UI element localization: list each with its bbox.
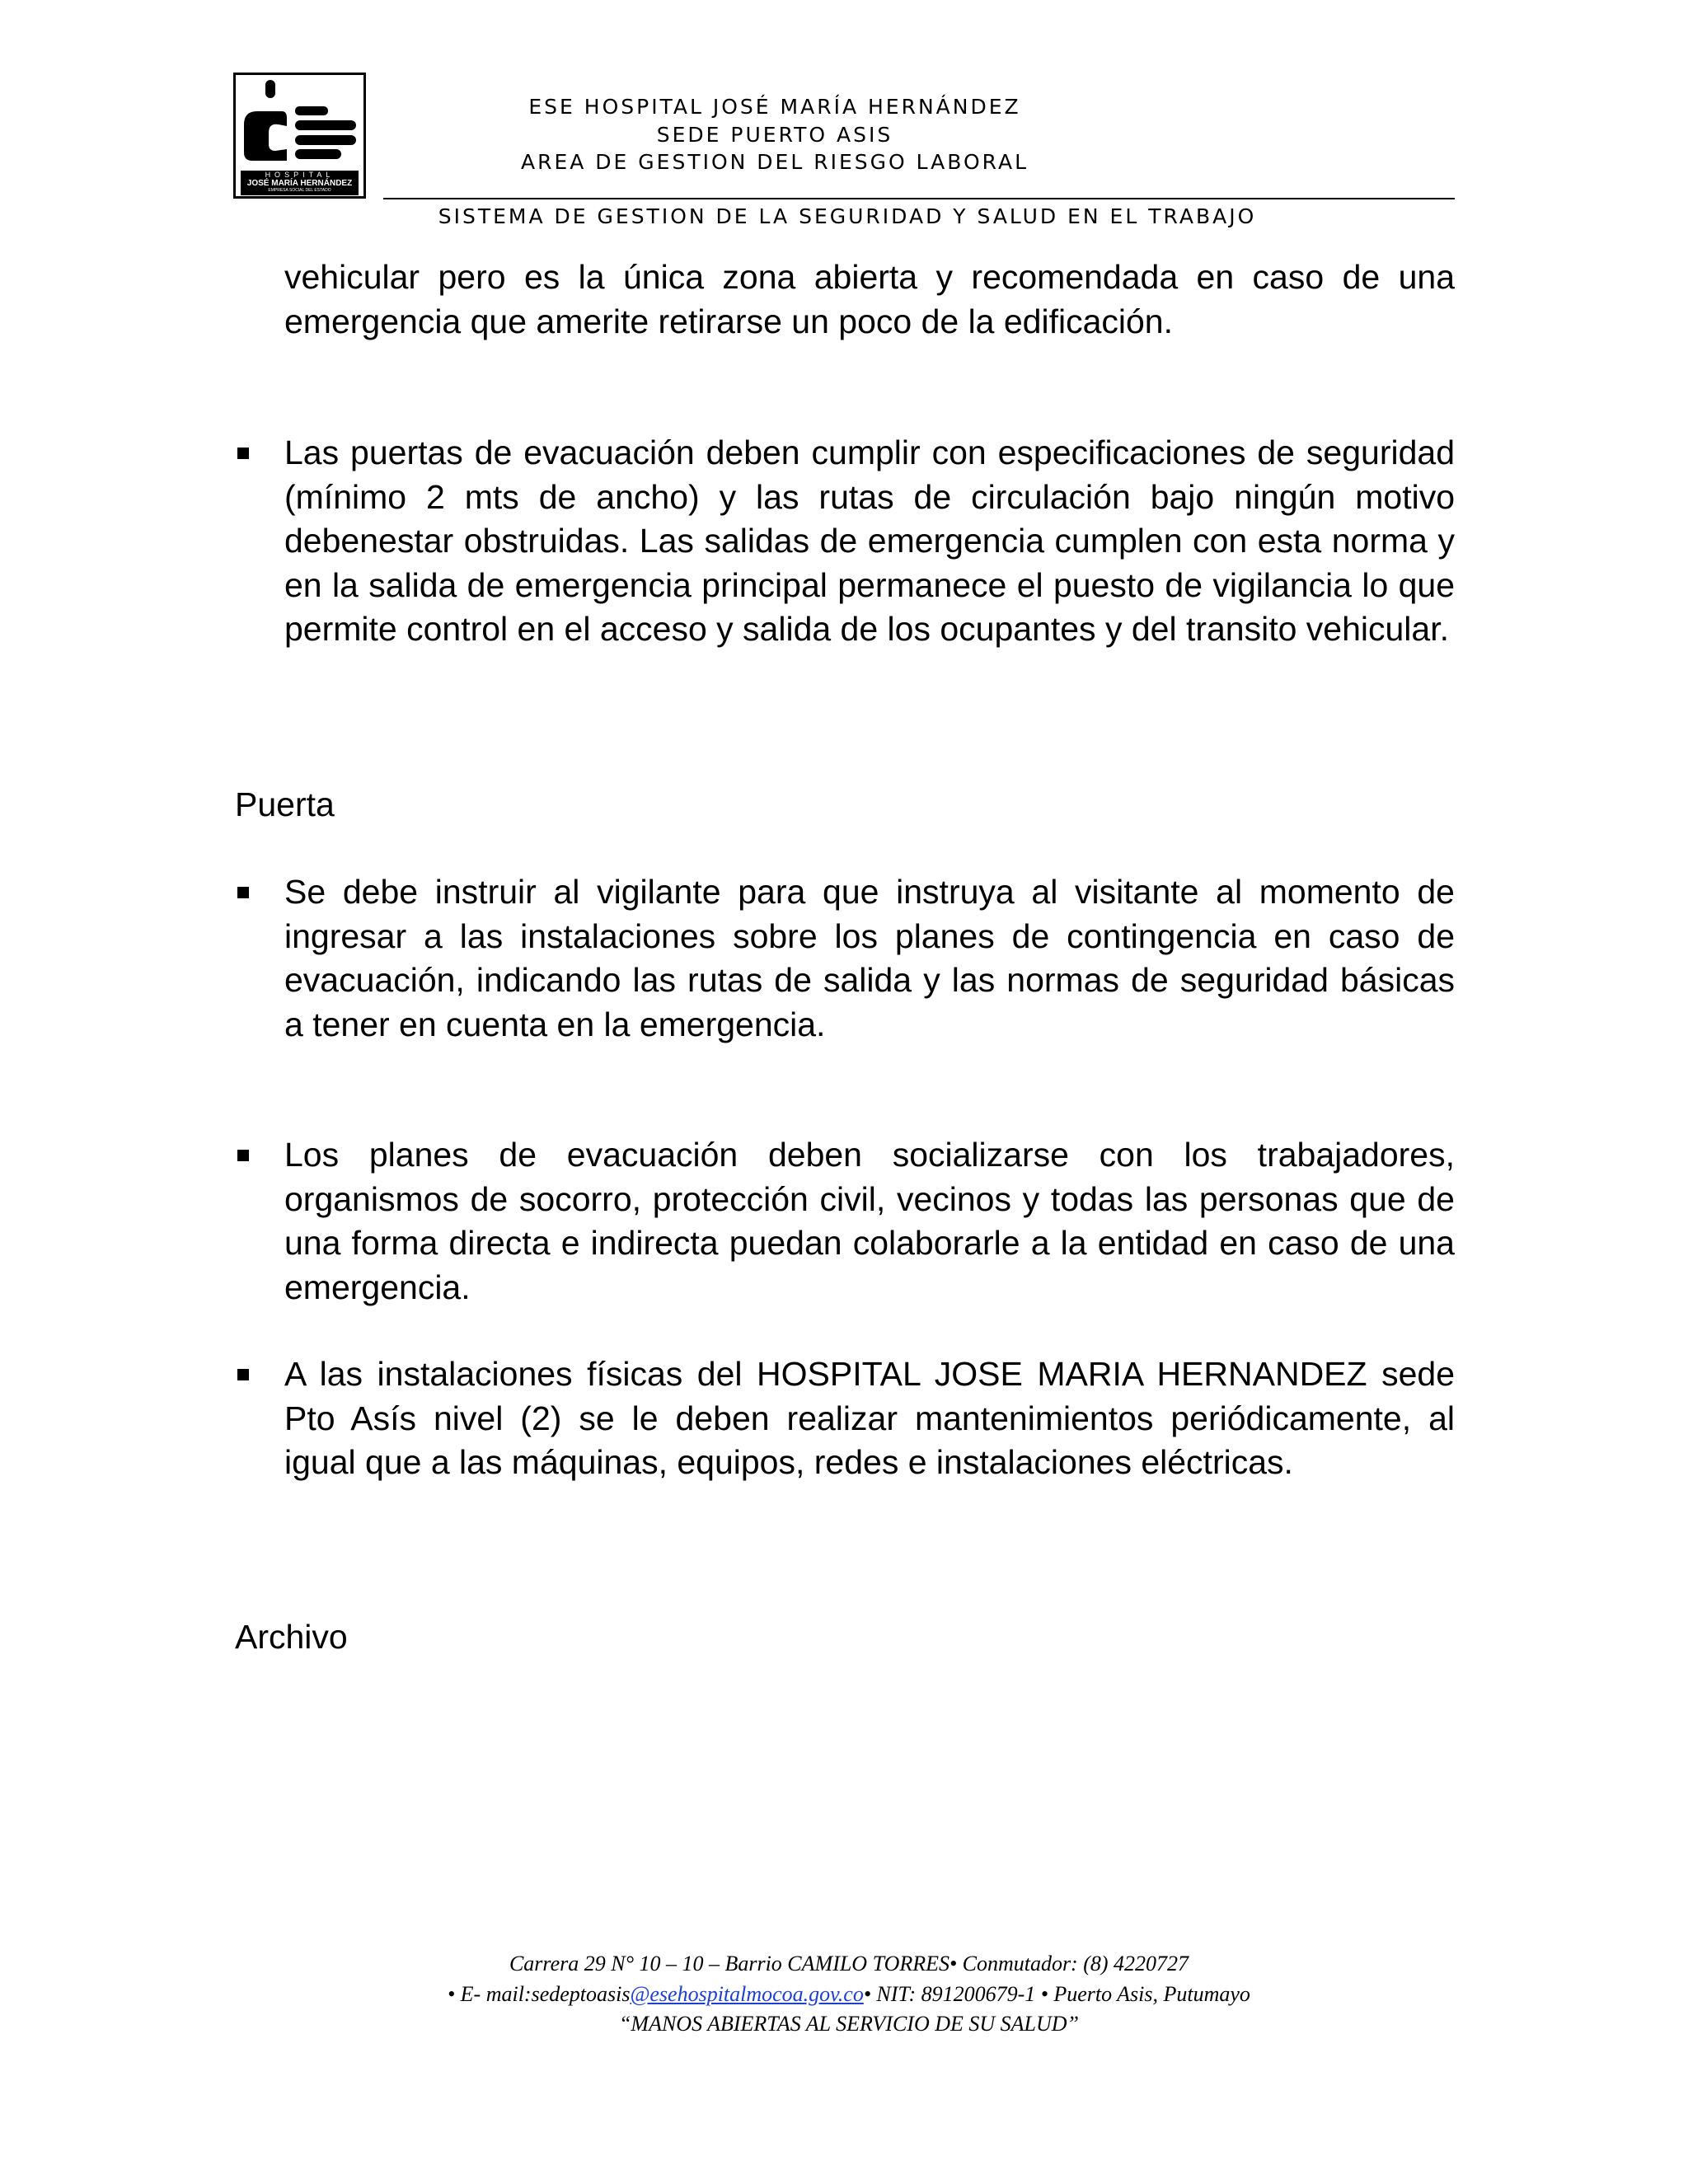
bullet-paragraph-3: Los planes de evacuación deben socializarse con los trabajadores, organismos de socorro, protección civil, vecinos y todas las personas que de una forma directa e indirecta puedan colaborarle a la entidad en caso de una emergencia. xyxy=(284,1136,1455,1306)
footer-contact xyxy=(313,1982,1385,2007)
footer-address: Carrera 29 N° 10 – 10 – Barrio CAMILO TORRES• Conmutador: (8) 4220727 xyxy=(509,1952,1189,1975)
header-system-title: SISTEMA DE GESTION DE LA SEGURIDAD Y SALUD EN EL TRABAJO xyxy=(438,204,1257,228)
header-divider xyxy=(383,198,1455,199)
bullet-paragraph-4: A las instalaciones físicas del HOSPITAL JOSE MARIA HERNANDEZ sede Pto Asís nivel (2) se le deben realizar mantenimientos periódicamente, al igual que a las máquinas, equipos, redes e instalaciones eléctricas. xyxy=(284,1355,1455,1481)
footer-email-prefix: • E- mail:sedeptoasis xyxy=(448,1982,631,2006)
bullet-marker-3 xyxy=(237,1150,249,1161)
continuation-paragraph: vehicular pero es la única zona abierta y recomendada en caso de una emergencia que amerite retirarse un poco de la edificación. xyxy=(284,258,1455,340)
section-heading-puerta: Puerta xyxy=(235,785,335,823)
bullet-paragraph-1: Las puertas de evacuación deben cumplir con especificaciones de seguridad (mínimo 2 mts de ancho) y las rutas de circulación bajo ningún motivo debenestar obstruidas. Las salidas de emergencia cumplen con esta norma y en la salida de emergencia principal permanece el puesto de vigilancia lo que permite control en el acceso y salida de los ocupantes y del transito vehicular. xyxy=(284,434,1455,648)
bullet-paragraph-2: Se debe instruir al vigilante para que instruya al visitante al momento de ingresar a las instalaciones sobre los planes de contingencia en caso de evacuación, indicando las rutas de salida y las normas de seguridad básicas a tener en cuenta en la emergencia. xyxy=(284,873,1455,1043)
footer-slogan: “MANOS ABIERTAS AL SERVICIO DE SU SALUD” xyxy=(618,2012,1080,2036)
header-title-3: AREA DE GESTION DEL RIESGO LABORAL xyxy=(520,150,1029,174)
footer-email-link[interactable]: @esehospitalmocoa.gov.co xyxy=(630,1982,864,2006)
section-heading-archivo: Archivo xyxy=(235,1618,348,1656)
footer-nit-location: • NIT: 891200679-1 • Puerto Asis, Putumayo xyxy=(863,1982,1250,2006)
logo-caption xyxy=(241,171,359,195)
logo-line-1: HOSPITAL xyxy=(265,171,335,179)
bullet-marker-1 xyxy=(237,448,249,459)
header-title-2: SEDE PUERTO ASIS xyxy=(656,123,893,147)
bullet-marker-2 xyxy=(237,887,249,898)
logo-line-2: JOSÉ MARÍA HERNÁNDEZ xyxy=(246,179,353,188)
bullet-marker-4 xyxy=(237,1369,249,1380)
header-title-1: ESE HOSPITAL JOSÉ MARÍA HERNÁNDEZ xyxy=(528,95,1021,119)
logo-line-3: EMPRESA SOCIAL DEL ESTADO xyxy=(268,188,331,193)
